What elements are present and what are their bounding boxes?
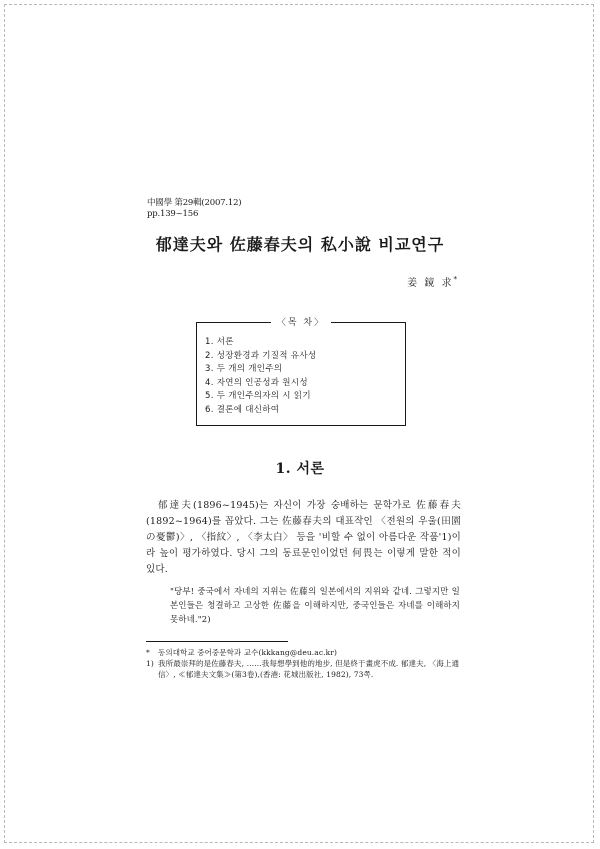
footnote-author [146,647,464,658]
paper-title: 郁達夫와 佐藤春夫의 私小說 비교연구 [155,235,445,254]
author-name: 姜 鏡 求 [407,278,454,289]
toc-item: 2. 성장환경과 기질적 유사성 [205,350,317,361]
footnote-1-number: 1) [146,659,154,668]
toc-item: 5. 두 개인주의자의 시 읽기 [205,391,311,401]
journal-info [147,198,241,220]
toc-heading [197,315,405,328]
footnote-rule [146,641,288,642]
footnote-author-mark: * [146,648,150,657]
toc-title: 〈목 차〉 [271,318,331,328]
journal-issue: 中國學 第29輯(2007.12) [147,198,242,208]
footnote-author-text: 동의대학교 중어중문학과 교수(kkkang@deu.ac.kr) [158,648,337,657]
toc-item: 3. 두 개의 개인주의 [205,364,283,374]
footnotes [146,647,464,680]
toc-item: 1. 서론 [205,337,234,347]
toc-item: 4. 자연의 인공성과 원시성 [205,377,308,388]
toc-list [205,336,316,417]
footnote-1 [146,658,464,680]
table-of-contents [196,318,406,426]
footnote-1-text: 我所最崇拜的是佐藤春夫, ……我每想學到他的地步, 但是終于畫虎不成. 郁達夫, 〈海上通信〉, ≪郁達夫文集≫(第3卷),(香港: 花城出版社, 1982), 73쪽. [158,659,460,679]
author [407,274,457,289]
toc-item: 6. 결론에 대신하여 [205,404,280,415]
block-quote: "당부! 중국에서 자네의 지위는 佐藤의 일본에서의 지위와 같네. 그렇지만 일본인들은 청결하고 고상한 佐藤을 이해하지만, 중국인들은 자네를 이해하지 못하네."2) [170,587,460,625]
author-footnote-mark: * [453,275,457,284]
section-heading: 1. 서론 [275,461,325,477]
body-paragraph: 郁達夫(1896~1945)는 자신이 가장 숭배하는 문학가로 佐藤春夫(1892~1964)를 꼽았다. 그는 佐藤春夫의 대표작인 〈전원의 우울(田園の憂鬱)〉, 〈指紋〉, 〈李太白〉 등을 '비할 수 없이 아름다운 작품'1)이라 높이 평가하였다. 당시 그의 동료문인이었던 何畏는 이렇게 말한 적이 있다. [146,500,461,575]
journal-pages: pp.139~156 [147,209,199,219]
